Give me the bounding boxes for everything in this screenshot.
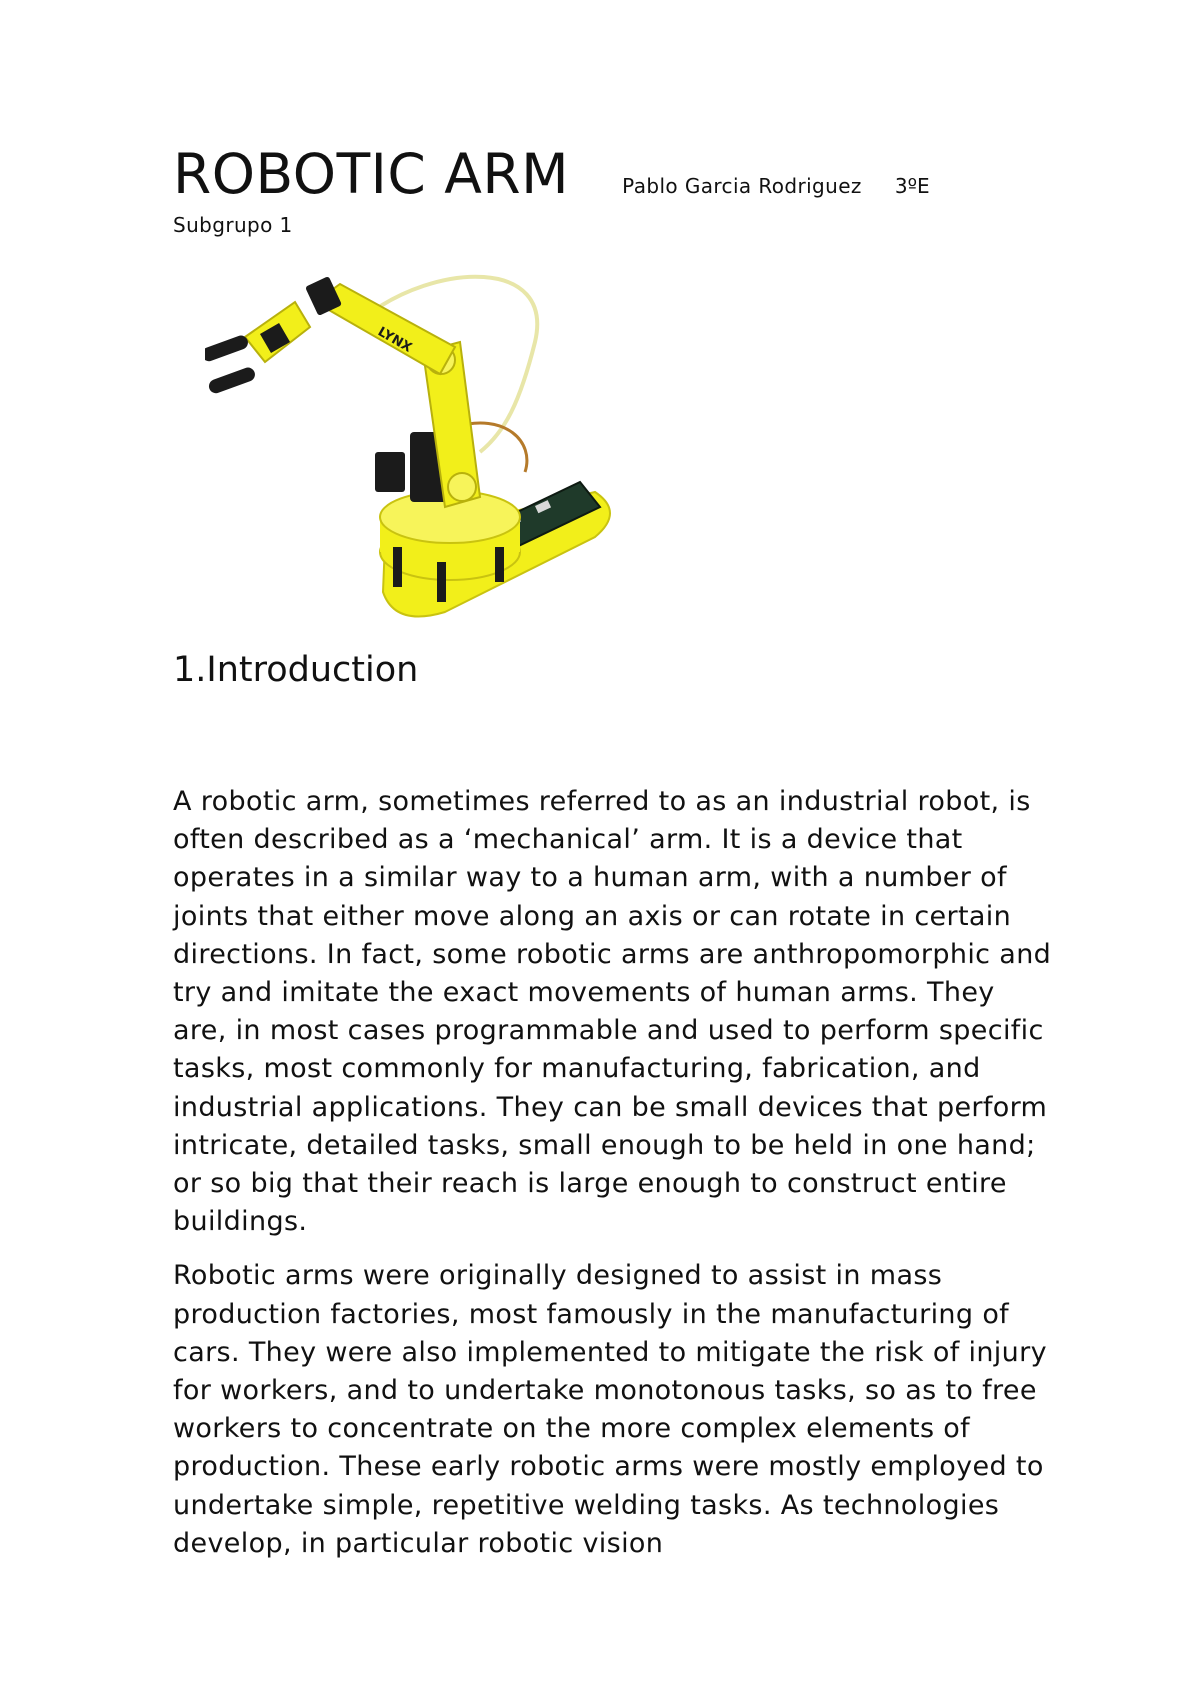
subgroup-label: Subgrupo 1: [173, 213, 293, 237]
title-row: [173, 142, 930, 206]
gripper-finger-upper: [205, 334, 250, 364]
robotic-arm-image: [205, 262, 635, 632]
paragraph: A robotic arm, sometimes referred to as an industrial robot, is often described as a ‘mechanical’ arm. It is a device that operates in a similar way to a human arm, with a number of joints that either move along an axis or can rotate in certain directions. In fact, some robotic arms are anthropomorphic and try and imitate the exact movements of human arms. They are, in most cases programmable and used to perform specific tasks, most commonly for manufacturing, fabrication, and industrial applications. They can be small devices that perform intricate, detailed tasks, small enough to be held in one hand; or so big that their reach is large enough to construct entire buildings.: [173, 786, 1052, 1238]
shoulder-servo: [375, 452, 405, 492]
body-text: [173, 783, 1053, 1579]
robotic-arm-illustration: [205, 262, 635, 632]
class-group: 3ºE: [894, 174, 930, 198]
author-name: Pablo Garcia Rodriguez: [622, 174, 862, 198]
gripper-finger-lower: [207, 366, 257, 396]
standoff: [495, 547, 504, 582]
brand-label: LYNX: [375, 324, 415, 356]
section-heading: 1.Introduction: [173, 650, 419, 690]
document-title: ROBOTIC ARM: [173, 142, 570, 206]
shoulder-joint: [448, 473, 476, 501]
paragraph: Robotic arms were originally designed to assist in mass production factories, most famously in the manufacturing of cars. They were also implemented to mitigate the risk of injury for workers, and to undertake monotonous tasks, so as to free workers to concentrate on the more complex elements of production. These early robotic arms were mostly employed to undertake simple, repetitive welding tasks. As technologies develop, in particular robotic vision: [173, 1260, 1047, 1559]
standoff: [393, 547, 402, 587]
standoff: [437, 562, 446, 602]
